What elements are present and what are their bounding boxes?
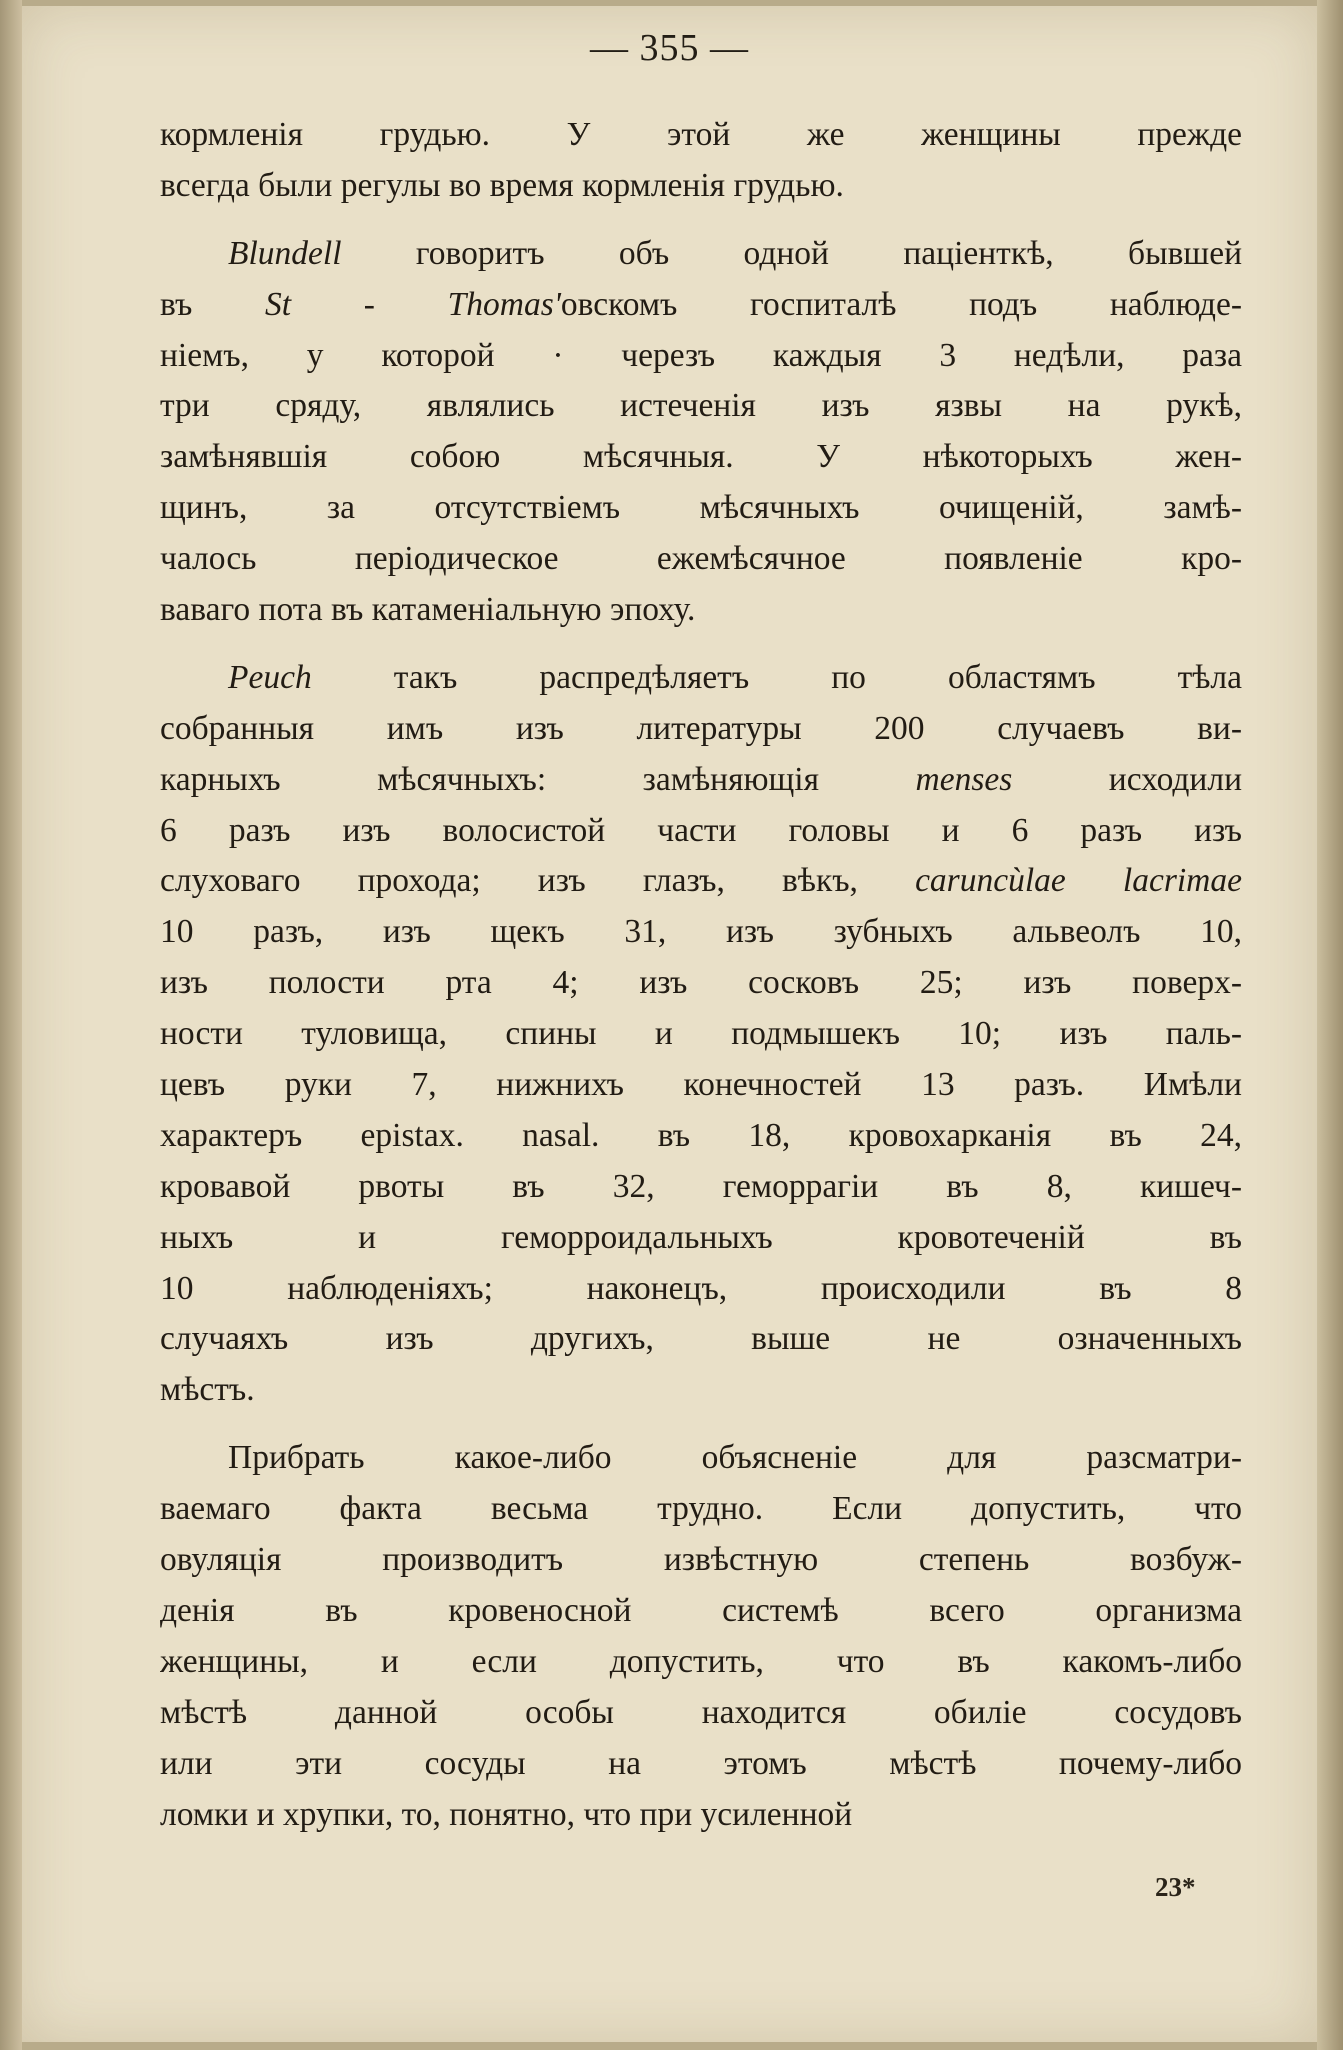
text-line: ваваго пота въ катаменіальную эпоху.	[160, 591, 696, 629]
signature-mark: 23*	[1155, 1872, 1196, 1902]
text-line: 10 разъ, изъ щекъ 31, изъ зубныхъ альвеолъ 10,	[160, 913, 1242, 951]
text-line: кормленія грудью. У этой же женщины прежде	[160, 116, 1242, 153]
text-line: кровавой рвоты въ 32, геморрагіи въ 8, кишеч-	[160, 1167, 1242, 1205]
text-line: три сряду, являлись истеченія изъ язвы на рукѣ,	[160, 387, 1242, 425]
italic-term: Peuch	[228, 658, 312, 696]
text-run: такъ распредѣляетъ по областямъ тѣла	[311, 658, 1242, 696]
paragraph	[160, 653, 1242, 1416]
page-number: — 355 —	[590, 27, 749, 69]
text-line: щинъ, за отсутствіемъ мѣсячныхъ очищеній, замѣ-	[160, 489, 1242, 527]
text-line: всегда были регулы во время кормленія грудью.	[160, 166, 844, 204]
text-run: овскомъ госпиталѣ подъ наблюде-	[560, 285, 1242, 323]
text-line: изъ полости рта 4; изъ сосковъ 25; изъ поверх-	[160, 964, 1242, 1002]
text-run: слуховаго прохода; изъ глазъ, вѣкъ,	[160, 862, 916, 900]
text-line: ніемъ, у которой · черезъ каждыя 3 недѣли, раза	[160, 336, 1242, 374]
text-run: карныхъ мѣсячныхъ: замѣняющія	[160, 760, 916, 798]
italic-term: caruncùlae lacrimae	[915, 862, 1242, 900]
text-line: случаяхъ изъ другихъ, выше не означенныхъ	[160, 1320, 1242, 1358]
page-body-text	[160, 110, 1242, 1840]
text-line: мѣстѣ данной особы находится обиліе сосудовъ	[160, 1693, 1242, 1731]
text-line: денія въ кровеносной системѣ всего организма	[160, 1591, 1242, 1629]
text-line	[160, 280, 1242, 331]
text-line: 10 наблюденіяхъ; наконецъ, происходили въ 8	[160, 1269, 1242, 1307]
text-line: ныхъ и геморроидальныхъ кровотеченій въ	[160, 1218, 1242, 1256]
text-line	[160, 856, 1242, 907]
text-line: чалось періодическое ежемѣсячное появленіе кро-	[160, 540, 1242, 578]
text-line	[160, 229, 1242, 280]
text-line: ломки и хрупки, то, понятно, что при усиленной	[160, 1795, 853, 1833]
text-line: овуляція производитъ извѣстную степень возбуж-	[160, 1541, 1242, 1579]
text-line: 6 разъ изъ волосистой части головы и 6 разъ изъ	[160, 811, 1242, 849]
book-gutter-left	[0, 0, 22, 2050]
text-line: или эти сосуды на этомъ мѣстѣ почему-либо	[160, 1744, 1242, 1782]
italic-term: Blundell	[228, 234, 342, 272]
text-line: Прибрать какое-либо объясненіе для разсматри-	[228, 1439, 1242, 1477]
text-line: замѣнявшія собою мѣсячныя. У нѣкоторыхъ жен-	[160, 438, 1242, 476]
book-edge-right	[1317, 0, 1343, 2050]
text-line	[160, 755, 1242, 806]
text-line: характеръ epistax. nasal. въ 18, кровохарканія въ 24,	[160, 1116, 1242, 1154]
text-line: женщины, и если допустить, что въ какомъ-либо	[160, 1642, 1242, 1680]
text-run: въ	[160, 285, 266, 323]
paragraph	[160, 110, 1242, 212]
text-run: говоритъ объ одной паціенткѣ, бывшей	[341, 234, 1242, 272]
text-line: цевъ руки 7, нижнихъ конечностей 13 разъ. Имѣли	[160, 1066, 1242, 1104]
text-line	[160, 653, 1242, 704]
text-line: ваемаго факта весьма трудно. Если допустить, что	[160, 1490, 1242, 1528]
italic-term: menses	[915, 760, 1013, 798]
text-run: исходили	[1012, 760, 1242, 798]
text-line: собранныя имъ изъ литературы 200 случаевъ ви-	[160, 709, 1242, 747]
paragraph	[160, 229, 1242, 636]
italic-term: St - Thomas'	[265, 285, 561, 323]
paragraph	[160, 1433, 1242, 1840]
text-line: ности туловища, спины и подмышекъ 10; изъ паль-	[160, 1015, 1242, 1053]
text-line: мѣстъ.	[160, 1371, 255, 1409]
